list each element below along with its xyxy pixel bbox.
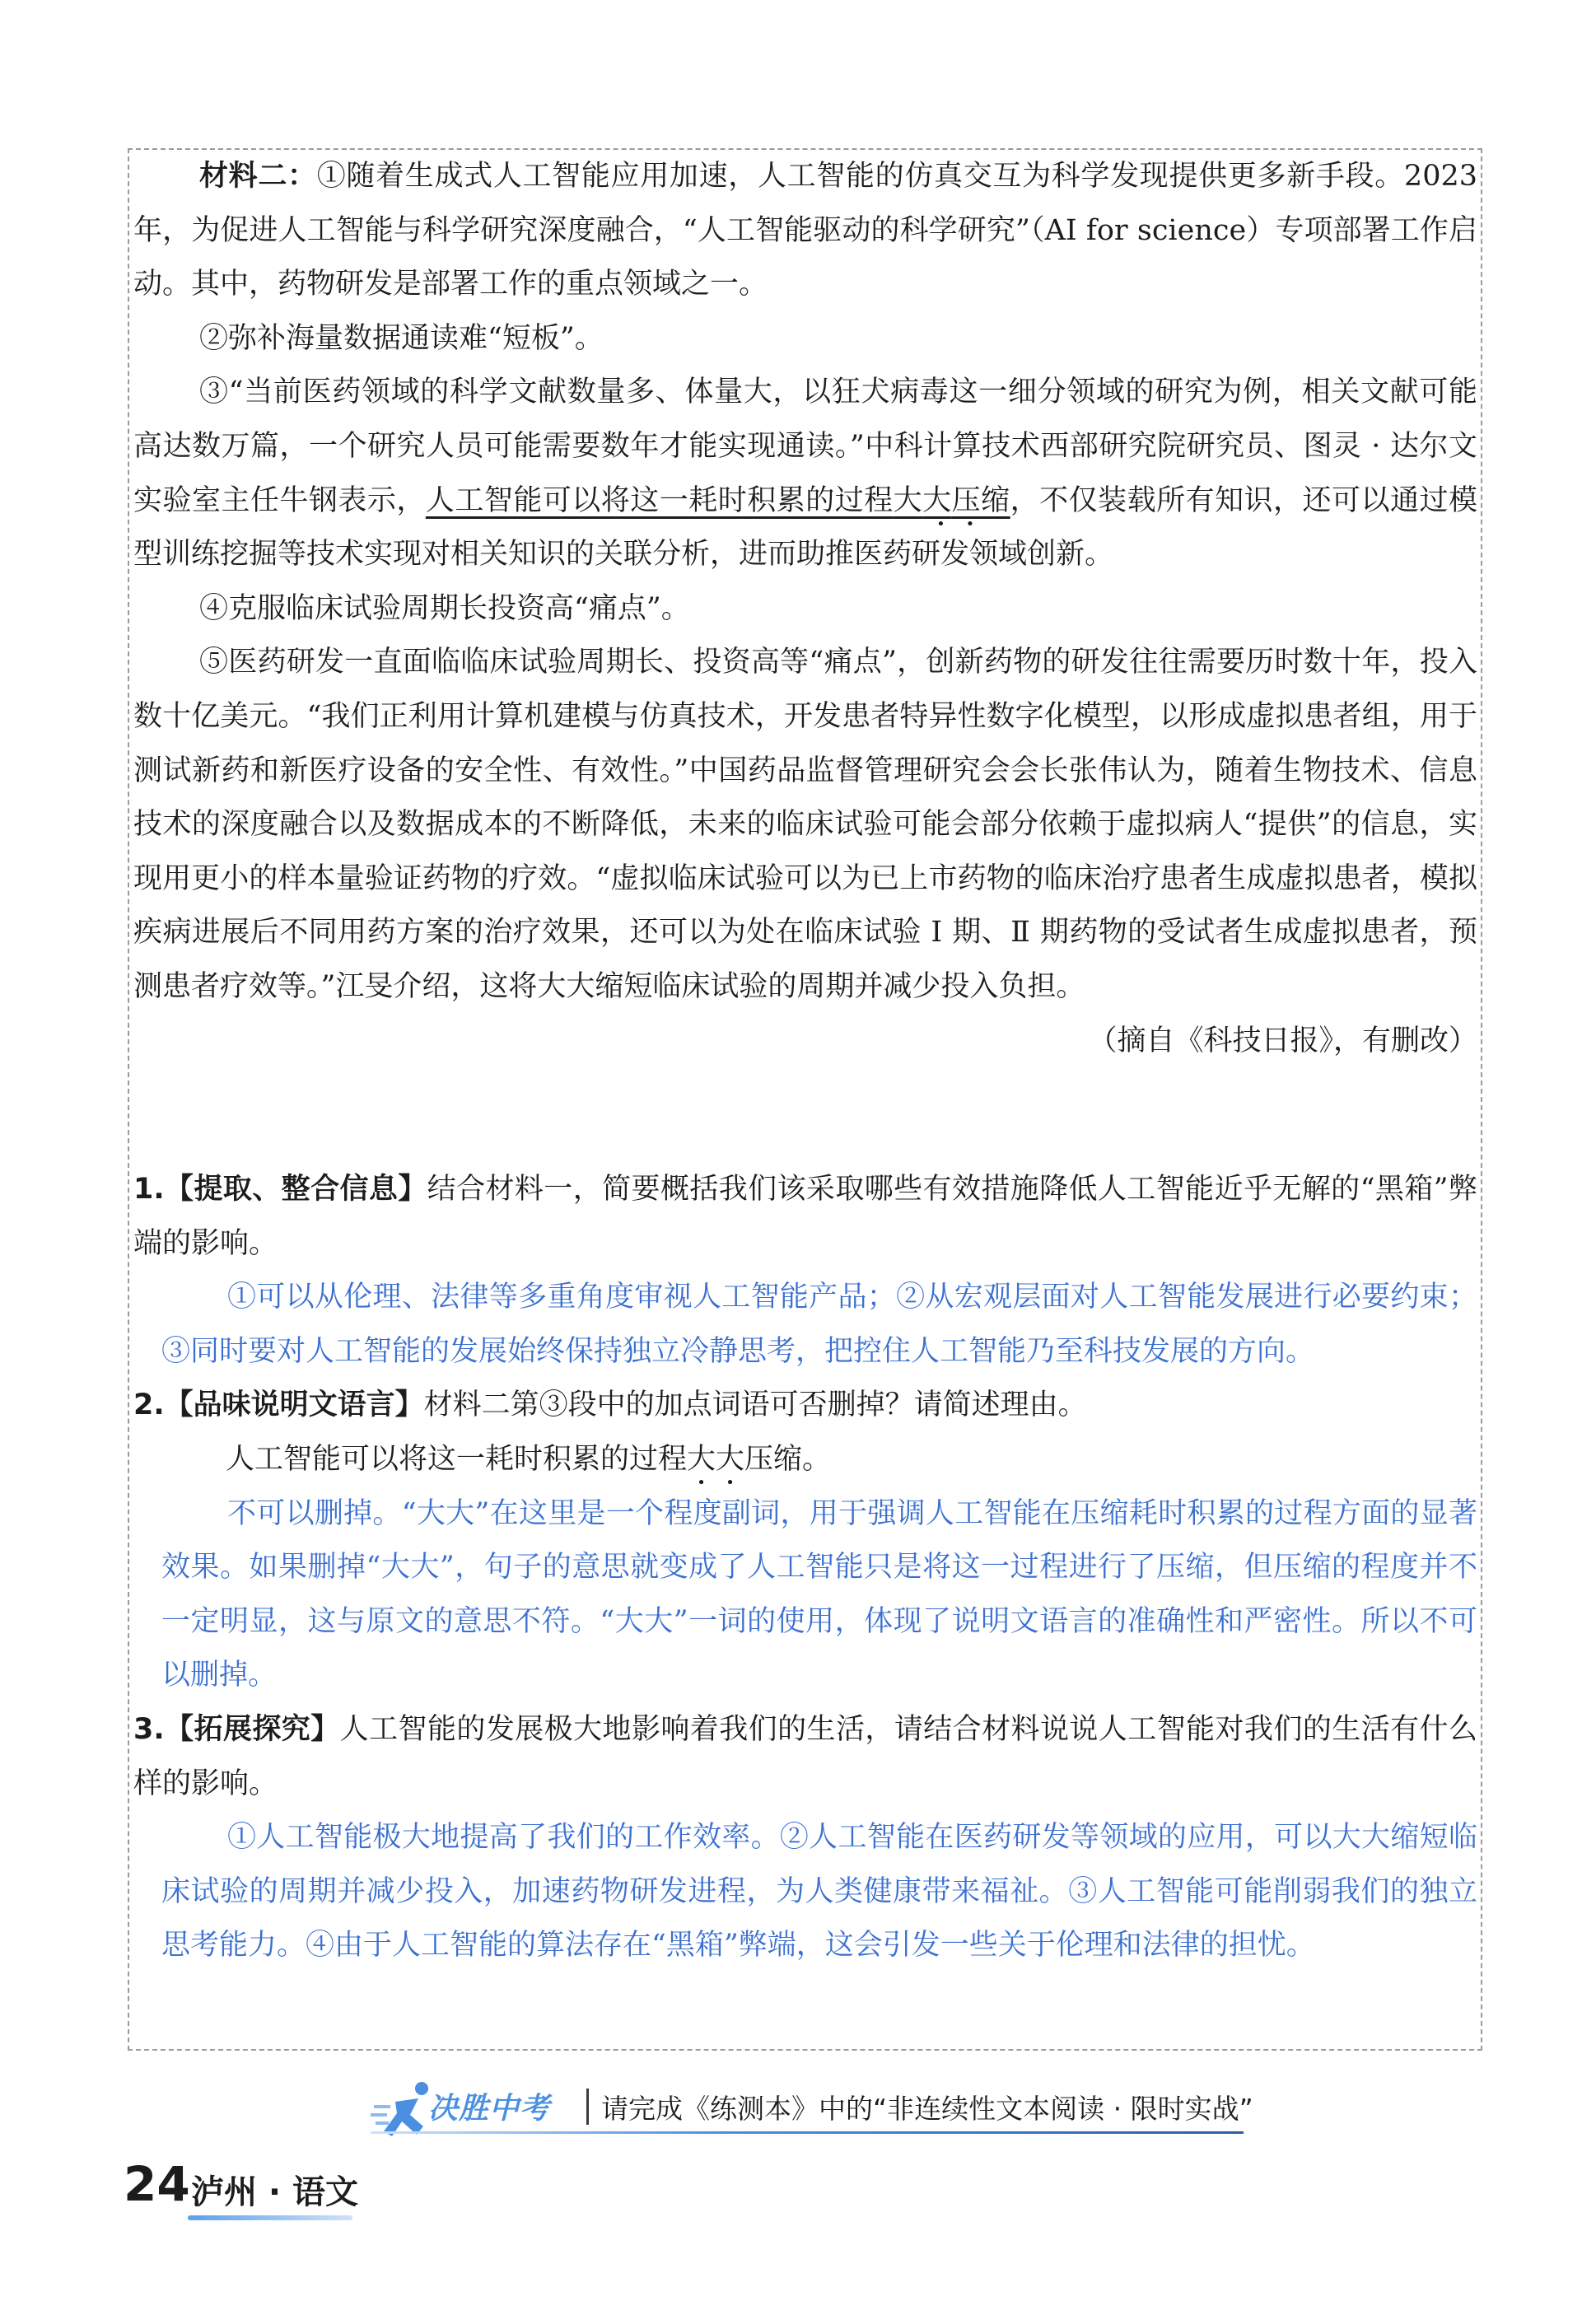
page-number: 24	[124, 2156, 190, 2212]
underlined-sentence: 人工智能可以将这一耗时积累的过程大大压缩	[425, 483, 1010, 517]
question-text: 结合材料一，简要概括我们该采取哪些有效措施降低人工智能近乎无解的“黑箱”弊端的影响。	[133, 1173, 1477, 1260]
answer-1: ①可以从伦理、法律等多重角度审视人工智能产品；②从宏观层面对人工智能发展进行必要约束；③同时要对人工智能的发展始终保持独立冷静思考，把控住人工智能乃至科技发展的方向。	[161, 1281, 1477, 1368]
brand-logo-text: 决胜中考	[428, 2092, 551, 2126]
question-2	[133, 1379, 1477, 1433]
question-number: 2.	[133, 1389, 165, 1422]
question-tag: 【品味说明文语言】	[164, 1389, 424, 1422]
material-two-para-3: ③“当前医药领域的科学文献数量多、体量大，以狂犬病毒这一细分领域的研究为例，相关文献可能高达数万篇，一个研究人员可能需要数年才能实现通读。”中科计算技术西部研究院研究员、图灵 · 达尔文实验室主任牛钢表示，人工智能可以将这一耗时积累的过程大大压缩，不仅装载所有知识，还可以通过模型训练挖掘等技术实现对相关知识的关联分析，进而助推医药研发领域创新。	[133, 376, 1477, 572]
question-tag: 【提取、整合信息】	[164, 1173, 427, 1206]
footer-banner	[371, 2077, 1253, 2145]
material-two-para-2: ②弥补海量数据通读难“短板”。	[199, 321, 604, 355]
page-label-underline	[188, 2215, 352, 2220]
question-text: 材料二第③段中的加点词语可否删掉？请简述理由。	[423, 1389, 1087, 1422]
source-citation: （摘自《科技日报》，有删改）	[1088, 1024, 1477, 1057]
material-two	[133, 150, 1477, 1068]
answer-3: ①人工智能极大地提高了我们的工作效率。②人工智能在医药研发等领域的应用，可以大大缩短临床试验的周期并减少投入，加速药物研发进程，为人类健康带来福祉。③人工智能可能削弱我们的独立思考能力。④由于人工智能的算法存在“黑箱”弊端，这会引发一些关于伦理和法律的担忧。	[161, 1821, 1477, 1963]
question-number: 1.	[133, 1173, 165, 1206]
emphasis-dot-char: 大	[922, 483, 952, 517]
material-two-label: 材料二：	[199, 160, 317, 193]
footer-instruction: 请完成《练测本》中的“非连续性文本阅读 · 限时实战”	[601, 2093, 1253, 2125]
question-3	[133, 1703, 1477, 1811]
answer-2: 不可以删掉。“大大”在这里是一个程度副词，用于强调人工智能在压缩耗时积累的过程方面的显著效果。如果删掉“大大”，句子的意思就变成了人工智能只是将这一过程进行了压缩，但压缩的程度并不一定明显，这与原文的意思不符。“大大”一词的使用，体现了说明文语言的准确性和严密性。所以不可以删掉。	[161, 1496, 1477, 1692]
question-number: 3.	[133, 1712, 165, 1746]
material-two-para-1: 材料二：①随着生成式人工智能应用加速，人工智能的仿真交互为科学发现提供更多新手段。2023 年，为促进人工智能与科学研究深度融合，“人工智能驱动的科学研究”（AI for science）专项部署工作启动。其中，药物研发是部署工作的重点领域之一。	[133, 160, 1477, 301]
page-label: 泸州 · 语文	[191, 2173, 359, 2211]
footer-separator	[586, 2089, 589, 2125]
question-text: 人工智能的发展极大地影响着我们的生活，请结合材料说说人工智能对我们的生活有什么样的影响。	[133, 1712, 1477, 1800]
emphasis-dot-char: 大	[687, 1442, 716, 1476]
footer-underline	[371, 2131, 1244, 2134]
question-1	[133, 1163, 1477, 1271]
quoted-sentence: 人工智能可以将这一耗时积累的过程大大压缩。	[226, 1442, 832, 1476]
question-tag: 【拓展探究】	[164, 1712, 340, 1746]
emphasis-dot-char: 大	[893, 483, 923, 517]
emphasis-dot-char: 大	[716, 1442, 745, 1476]
material-two-para-5: ⑤医药研发一直面临临床试验周期长、投资高等“痛点”，创新药物的研发往往需要历时数十年，投入数十亿美元。“我们正利用计算机建模与仿真技术，开发患者特异性数字化模型，以形成虚拟患者组，用于测试新药和新医疗设备的安全性、有效性。”中国药品监督管理研究会会长张伟认为，随着生物技术、信息技术的深度融合以及数据成本的不断降低，未来的临床试验可能会部分依赖于虚拟病人“提供”的信息，实现用更小的样本量验证药物的疗效。“虚拟临床试验可以为已上市药物的临床治疗患者生成虚拟患者，模拟疾病进展后不同用药方案的治疗效果，还可以为处在临床试验 Ⅰ 期、Ⅱ 期药物的受试者生成虚拟患者，预测患者疗效等。”江旻介绍，这将大大缩短临床试验的周期并减少投入负担。	[133, 646, 1477, 1003]
questions	[133, 1163, 1477, 1973]
material-two-para-4: ④克服临床试验周期长投资高“痛点”。	[199, 591, 690, 625]
